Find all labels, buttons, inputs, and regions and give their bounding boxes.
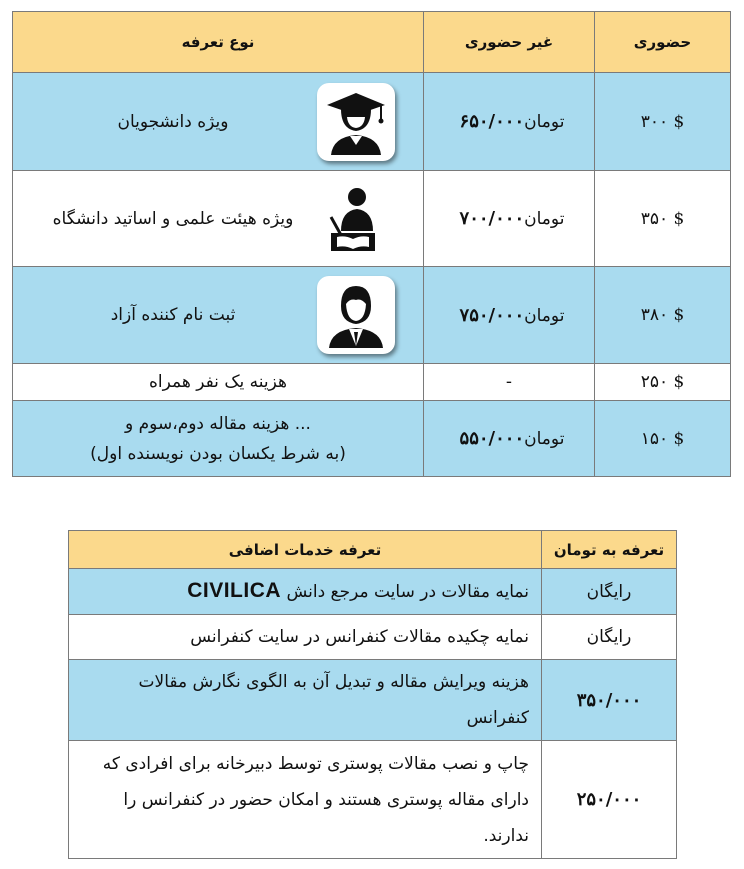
service-price: رایگان [542,615,677,660]
attend-price: ۳۰۰ $ [595,73,731,171]
civilica-brand: CIVILICA [187,579,282,602]
table-row [13,401,731,477]
tariff-type: ویژه دانشجویان [117,111,229,132]
table-row [13,171,731,267]
tariff-type: ثبت نام کننده آزاد [110,305,236,325]
tariff-header-row [13,12,731,73]
tariff-type: هزینه مقاله دوم،سوم و ... [125,413,311,434]
header-attend: حضوری [595,12,731,73]
service-text: چاپ و نصب مقالات پوستری توسط دبیرخانه برای افرادی که دارای مقاله پوستری هستند و امکان حضور در کنفرانس را ندارند. [69,741,542,859]
service-text: نمایه مقالات در سایت مرجع دانش [286,582,529,602]
table-row [69,569,677,615]
non-attend-price: ۷۵۰/۰۰۰ [459,304,525,326]
attend-price: ۳۸۰ $ [595,267,731,364]
attend-price: ۲۵۰ $ [595,364,731,401]
non-attend-price: ۶۵۰/۰۰۰ [459,111,525,132]
toman-label: تومان [524,429,565,449]
table-row [69,660,677,741]
toman-label: تومان [524,209,565,229]
service-price: رایگان [542,569,677,615]
services-table [68,530,677,859]
tariff-table [12,11,731,477]
table-row [69,615,677,660]
table-row [13,364,731,401]
service-text: نمایه چکیده مقالات کنفرانس در سایت کنفرانس [69,615,542,660]
graduate-icon [317,83,395,161]
toman-label: تومان [524,112,565,132]
non-attend-price: ۷۰۰/۰۰۰ [459,208,525,229]
services-header-row [69,531,677,569]
tariff-type: هزینه یک نفر همراه [13,364,424,401]
non-attend-price: - [424,364,595,401]
attend-price: ۳۵۰ $ [595,171,731,267]
tariff-type-note: (به شرط یکسان بودن نویسنده اول) [90,443,346,464]
table-row [13,267,731,364]
non-attend-price: ۵۵۰/۰۰۰ [459,428,525,449]
tariff-type: ویژه هیئت علمی و اساتید دانشگاه [52,208,294,229]
lecturer-icon [323,183,383,255]
header-price: تعرفه به تومان [542,531,677,569]
service-price: ۳۵۰/۰۰۰ [576,689,642,711]
table-row [13,73,731,171]
toman-label: تومان [524,305,565,326]
attend-price: ۱۵۰ $ [595,401,731,477]
person-icon [317,276,395,354]
header-service: تعرفه خدمات اضافی [69,531,542,569]
service-price: ۲۵۰/۰۰۰ [576,789,642,810]
service-text: هزینه ویرایش مقاله و تبدیل آن به الگوی نگارش مقالات کنفرانس [69,660,542,741]
table-row [69,741,677,859]
header-type: نوع تعرفه [13,12,424,73]
header-non-attend: غیر حضوری [424,12,595,73]
